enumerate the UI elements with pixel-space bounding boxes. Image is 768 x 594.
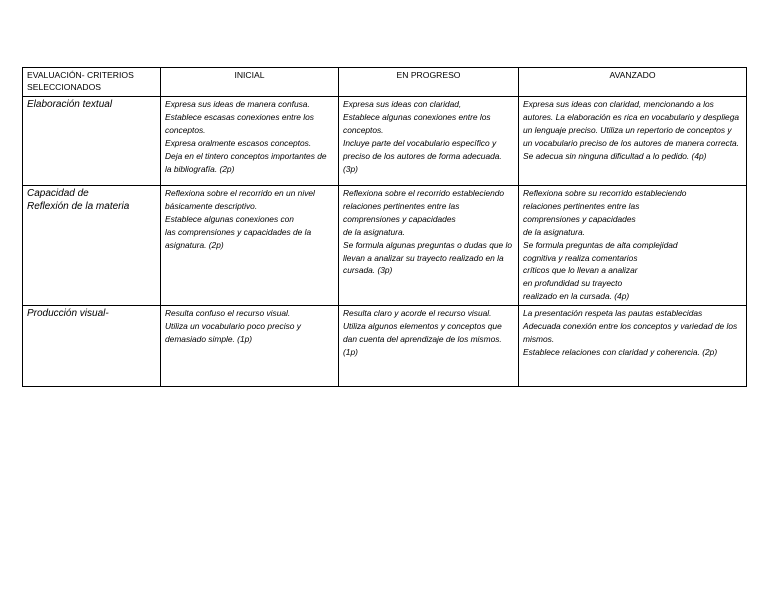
criterion-cell: Producción visual- bbox=[23, 306, 161, 387]
inicial-cell: Reflexiona sobre el recorrido en un nivel básicamente descriptivo. Establece algunas conexiones con las comprensiones y capacidades de la asignatura. (2p) bbox=[161, 186, 339, 306]
header-inicial: INICIAL bbox=[161, 68, 339, 97]
inicial-cell: Resulta confuso el recurso visual. Utiliza un vocabulario poco preciso y demasiado simple. (1p) bbox=[161, 306, 339, 387]
table-row bbox=[23, 97, 747, 186]
criterion-cell: Capacidad de Reflexión de la materia bbox=[23, 186, 161, 306]
en-progreso-cell: Expresa sus ideas con claridad, Establece algunas conexiones entre los conceptos. Incluye parte del vocabulario específico y preciso de los autores de forma adecuada. (3p) bbox=[339, 97, 519, 186]
en-progreso-cell: Resulta claro y acorde el recurso visual. Utiliza algunos elementos y conceptos que dan cuenta del aprendizaje de los mismos. (1p) bbox=[339, 306, 519, 387]
header-criteria: EVALUACIÓN- CRITERIOS SELECCIONADOS bbox=[23, 68, 161, 97]
table-row bbox=[23, 306, 747, 387]
evaluation-rubric-table bbox=[22, 67, 747, 387]
avanzado-cell: La presentación respeta las pautas establecidas Adecuada conexión entre los conceptos y variedad de los mismos. Establece relaciones con claridad y coherencia. (2p) bbox=[519, 306, 747, 387]
inicial-cell: Expresa sus ideas de manera confusa. Establece escasas conexiones entre los conceptos. Expresa oralmente escasos conceptos. Deja en el tintero conceptos importantes de la bibliografía. (2p) bbox=[161, 97, 339, 186]
header-avanzado: AVANZADO bbox=[519, 68, 747, 97]
criterion-cell: Elaboración textual bbox=[23, 97, 161, 186]
header-row bbox=[23, 68, 747, 97]
en-progreso-cell: Reflexiona sobre el recorrido estableciendo relaciones pertinentes entre las comprensiones y capacidades de la asignatura. Se formula algunas preguntas o dudas que lo llevan a analizar su trayecto realizado en la cursada. (3p) bbox=[339, 186, 519, 306]
avanzado-cell: Expresa sus ideas con claridad, mencionando a los autores. La elaboración es rica en vocabulario y despliega un lenguaje preciso. Utiliza un repertorio de conceptos y un vocabulario preciso de los autores de manera correcta. Se adecua sin ninguna dificultad a lo pedido. (4p) bbox=[519, 97, 747, 186]
table-row bbox=[23, 186, 747, 306]
header-en-progreso: EN PROGRESO bbox=[339, 68, 519, 97]
avanzado-cell: Reflexiona sobre su recorrido estableciendo relaciones pertinentes entre las comprensiones y capacidades de la asignatura. Se formula preguntas de alta complejidad cognitiva y realiza comentarios críticos que lo llevan a analizar en profundidad su trayecto realizado en la cursada. (4p) bbox=[519, 186, 747, 306]
